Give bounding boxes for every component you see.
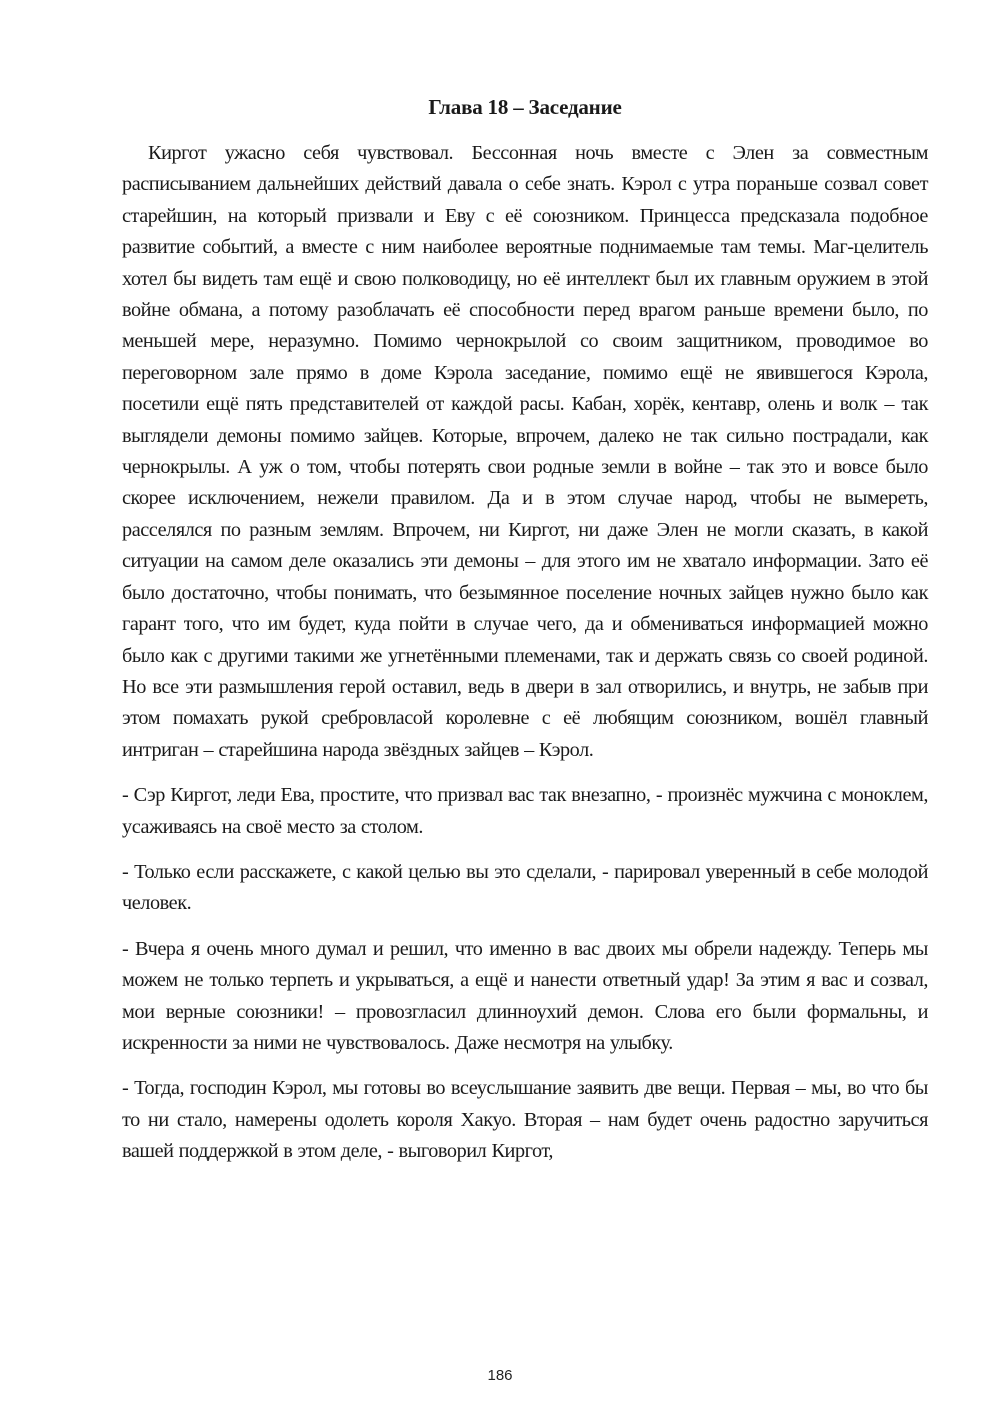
paragraph-dialogue-kirgot-reply: - Только если расскажете, с какой целью вы это сделали, - парировал уверенный в себе молодой человек. — [122, 860, 928, 915]
chapter-title: Глава 18 – Заседание — [428, 95, 622, 119]
paragraph-dialogue-carol-speech: - Вчера я очень много думал и решил, что именно в вас двоих мы обрели надежду. Теперь мы можем не только терпеть и укрываться, а ещё и нанести ответный удар! За этим я вас и созвал, мои верные союзники! – провозгласил длинноухий демон. Слова его были формальны, и искренности за ними не чувствовалось. Даже несмотря на улыбку. — [122, 937, 928, 1054]
document-page — [122, 92, 928, 1168]
paragraph-dialogue-kirgot-declaration: - Тогда, господин Кэрол, мы готовы во всеуслышание заявить две вещи. Первая – мы, во что бы то ни стало, намерены одолеть короля Хакуо. Вторая – нам будет очень радостно заручиться вашей поддержкой в этом деле, - выговорил Киргот, — [122, 1077, 928, 1163]
paragraph-narration: Киргот ужасно себя чувствовал. Бессонная ночь вместе с Элен за совместным расписыванием дальнейших действий давала о себе знать. Кэрол с утра пораньше созвал совет старейшин, на который призвали и Еву с её союзником. Принцесса предсказала подобное развитие событий, а вместе с ним наиболее вероятные поднимаемые там темы. Маг-целитель хотел бы видеть там ещё и свою полководицу, но её интеллект был их главным оружием в этой войне обмана, а потому разоблачать её способности перед врагом раньше времени было, по меньшей мере, неразумно. Помимо чернокрылой со своим защитником, проводимое во переговорном зале прямо в доме Кэрола заседание, помимо ещё не явившегося Кэрола, посетили ещё пять представителей от каждой расы. Кабан, хорёк, кентавр, олень и волк – так выглядели демоны помимо зайцев. Которые, впрочем, далеко не так сильно пострадали, как чернокрылы. А уж о том, чтобы потерять свои родные земли в войне – так это и вовсе было скорее исключением, нежели правилом. Да и в этом случае народ, чтобы не вымереть, расселялся по разным землям. Впрочем, ни Киргот, ни даже Элен не могли сказать, в какой ситуации на самом деле оказались эти демоны – для этого им не хватало информации. Зато её было достаточно, чтобы понимать, что безымянное поселение ночных зайцев нужно было как гарант того, что им будет, куда пойти в случае чего, да и обмениваться информацией можно было как с другими такими же угнетёнными племенами, так и держать связь со своей родиной. Но все эти размышления герой оставил, ведь в двери в зал отворились, и внутрь, не забыв при этом помахать рукой сребровласой королевне с её любящим союзником, вошёл главный интриган – старейшина народа звёздных зайцев – Кэрол. — [122, 142, 928, 761]
paragraph-dialogue-carol-greeting: - Сэр Киргот, леди Ева, простите, что призвал вас так внезапно, - произнёс мужчина с моноклем, усаживаясь на своё место за столом. — [122, 784, 928, 838]
page-number: 186 — [487, 1367, 513, 1384]
